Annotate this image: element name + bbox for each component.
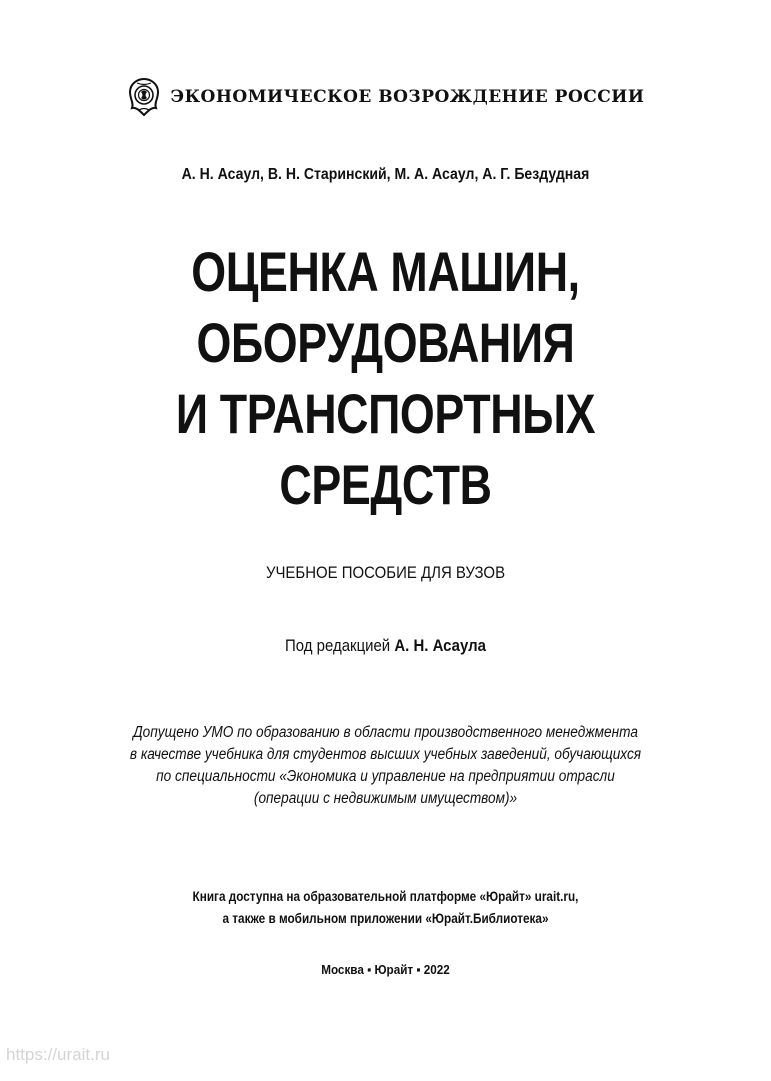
book-title [77, 236, 694, 520]
series-name: ЭКОНОМИЧЕСКОЕ ВОЗРОЖДЕНИЕ РОССИИ [170, 87, 645, 107]
editor-line [46, 636, 724, 656]
title-line: ОБОРУДОВАНИЯ [196, 311, 575, 374]
platform-line: Книга доступна на образовательной платформе «Юрайт» urait.ru, [192, 888, 579, 904]
title-line: СРЕДСТВ [279, 453, 492, 516]
platform-line: а также в мобильном приложении «Юрайт.Библиотека» [222, 910, 549, 926]
approval-line: (операции с недвижимым имуществом)» [253, 790, 518, 807]
series-header [0, 74, 771, 120]
approval-note [46, 722, 724, 810]
platform-note [62, 885, 710, 929]
editor-prefix: Под редакцией [285, 636, 391, 655]
title-line: И ТРАНСПОРТНЫХ [175, 382, 596, 445]
imprint: Москва ▪ Юрайт ▪ 2022 [321, 962, 450, 977]
editor-name: А. Н. Асаула [394, 636, 486, 655]
approval-line: по специальности «Экономика и управление на предприятии отрасли [156, 768, 615, 785]
authors: А. Н. Асаул, В. Н. Старинский, М. А. Асаул, А. Г. Бездудная [181, 166, 590, 183]
subtitle: УЧЕБНОЕ ПОСОБИЕ ДЛЯ ВУЗОВ [265, 563, 506, 582]
ornate-seal-icon [127, 77, 161, 117]
approval-line: Допущено УМО по образованию в области производственного менеджмента [133, 724, 638, 741]
title-line: ОЦЕНКА МАШИН, [191, 240, 580, 303]
watermark-url: https://urait.ru [6, 1045, 110, 1064]
approval-line: в качестве учебника для студентов высших учебных заведений, обучающихся [129, 746, 642, 763]
